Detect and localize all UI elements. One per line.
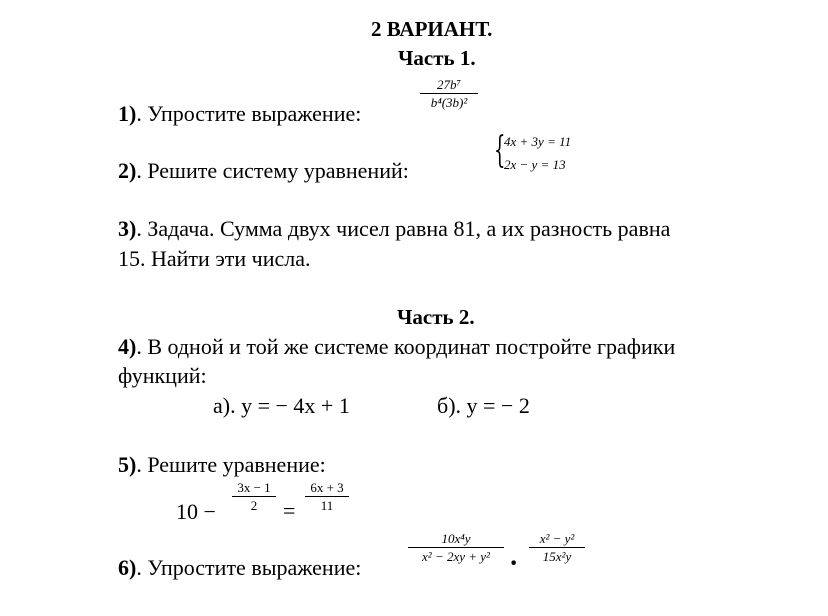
task1-text: . Упростите выражение: xyxy=(136,101,362,126)
task6-frac2-numerator: x² − y² xyxy=(539,531,575,546)
task3-line1 xyxy=(118,216,670,242)
task2-equation-1: 4x + 3y = 11 xyxy=(504,134,572,149)
task5-number: 5) xyxy=(118,452,137,477)
task5-fraction-1 xyxy=(232,480,276,513)
fraction-bar xyxy=(420,93,478,94)
task4-text: . В одной и той же системе координат постройте графики xyxy=(136,334,676,359)
task2-line xyxy=(118,158,409,184)
task6-frac2-denominator: 15x²y xyxy=(542,549,572,564)
task4-line2: функций: xyxy=(118,363,207,388)
variant-title: 2 ВАРИАНТ. xyxy=(371,17,493,41)
task6-frac1-denominator: x² − 2xy + y² xyxy=(422,549,490,564)
task2-equation-2: 2x − y = 13 xyxy=(504,157,566,172)
task3-line2: 15. Найти эти числа. xyxy=(118,246,311,271)
task6-line xyxy=(118,555,361,581)
fraction-bar xyxy=(232,496,276,497)
task5-fraction-2 xyxy=(305,480,349,513)
task4-function-a: а). y = − 4x + 1 xyxy=(213,393,350,418)
task6-frac1-numerator: 10x⁴y xyxy=(441,531,471,546)
fraction-bar xyxy=(529,547,585,548)
task1-number: 1) xyxy=(118,101,137,126)
task4-line1 xyxy=(118,334,675,360)
task6-number: 6) xyxy=(118,555,137,580)
task5-lead: 10 − xyxy=(176,499,216,524)
task2-number: 2) xyxy=(118,158,137,183)
task5-text: . Решите уравнение: xyxy=(136,452,326,477)
task5-frac2-numerator: 6x + 3 xyxy=(310,480,344,495)
task1-numerator: 27b⁷ xyxy=(436,77,462,92)
task1-line xyxy=(118,101,361,127)
task5-line xyxy=(118,452,326,478)
task6-fraction-2 xyxy=(529,531,585,564)
task5-frac2-denominator: 11 xyxy=(320,498,334,513)
task6-fraction-1 xyxy=(408,531,504,564)
task1-fraction xyxy=(420,77,478,110)
task3-number: 3) xyxy=(118,216,137,241)
task2-text: . Решите систему уравнений: xyxy=(136,158,409,183)
task4-number: 4) xyxy=(118,334,137,359)
part2-title: Часть 2. xyxy=(397,305,475,329)
system-brace: { xyxy=(494,130,506,171)
task6-text: . Упростите выражение: xyxy=(136,555,362,580)
task4-function-b: б). y = − 2 xyxy=(437,393,530,418)
task5-frac1-numerator: 3x − 1 xyxy=(237,480,271,495)
task1-denominator: b⁴(3b)² xyxy=(430,95,468,110)
task3-text: . Задача. Сумма двух чисел равна 81, а их разность равна xyxy=(136,216,671,241)
fraction-bar xyxy=(305,496,349,497)
task6-multiply-dot: · xyxy=(509,548,519,579)
task5-frac1-denominator: 2 xyxy=(250,498,258,513)
task5-equals: = xyxy=(283,498,296,523)
part1-title: Часть 1. xyxy=(398,46,476,70)
fraction-bar xyxy=(408,547,504,548)
